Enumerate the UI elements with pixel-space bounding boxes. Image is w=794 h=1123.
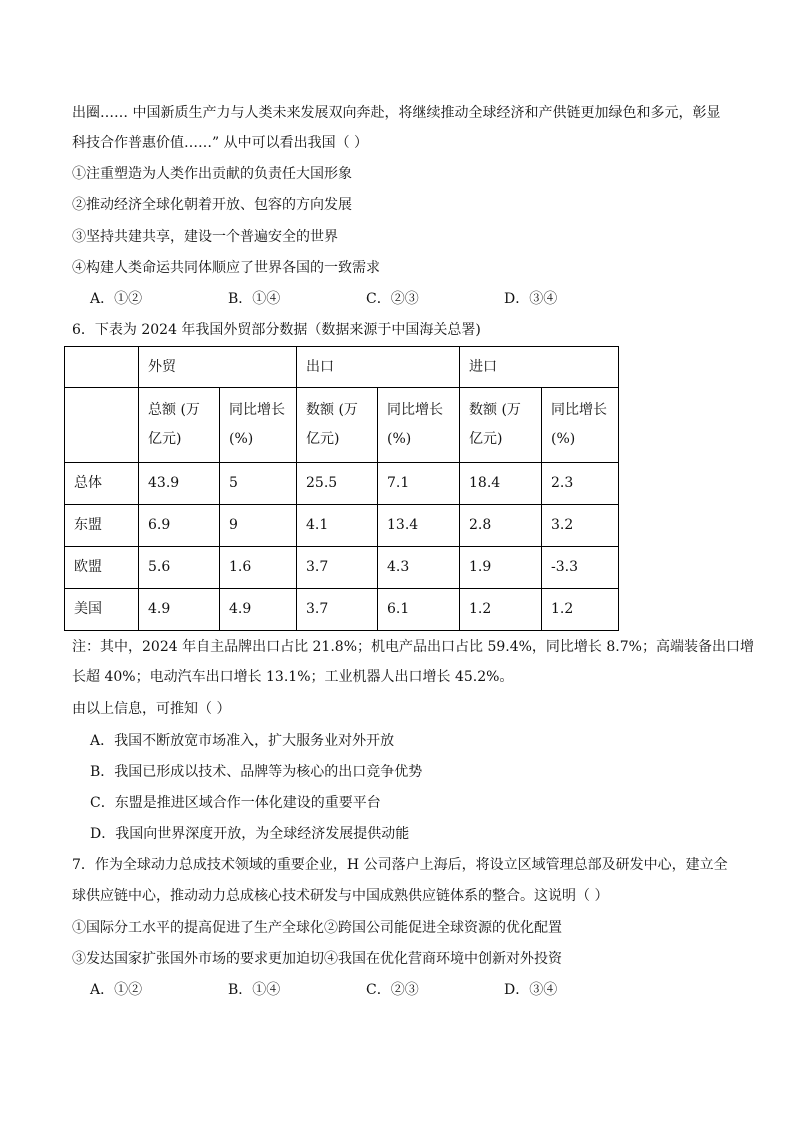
- q5-statement-4: ④构建人类命运共同体顺应了世界各国的一致需求: [72, 260, 380, 276]
- table-subheader-blank: [65, 388, 139, 463]
- table-cell: 1.9: [460, 547, 542, 589]
- q7-statements-line2: ③发达国家扩张国外市场的要求更加迫切④我国在优化营商环境中创新对外投资: [72, 951, 562, 967]
- table-cell: 5.6: [139, 547, 220, 589]
- group-header-export: 出口: [297, 347, 460, 388]
- q7-option-b[interactable]: B．①④: [228, 982, 281, 998]
- table-cell: 4.3: [378, 547, 460, 589]
- table-cell: 1.2: [460, 589, 542, 631]
- table-cell: 18.4: [460, 463, 542, 505]
- table-row: [65, 505, 619, 547]
- q6-prompt: 由以上信息，可推知（ ）: [72, 701, 231, 717]
- q6-choice-d[interactable]: D．我国向世界深度开放，为全球经济发展提供动能: [90, 826, 410, 842]
- table-cell: 3.7: [297, 589, 378, 631]
- q6-choice-a[interactable]: A．我国不断放宽市场准入，扩大服务业对外开放: [90, 733, 395, 749]
- q6-note-line1: 注：其中，2024 年自主品牌出口占比 21.8%；机电产品出口占比 59.4%，同比增长 8.7%；高端装备出口增: [72, 639, 754, 655]
- subheader-cell: 同比增长 (%): [220, 388, 297, 463]
- table-cell: 4.9: [139, 589, 220, 631]
- row-label: 东盟: [65, 505, 139, 547]
- q5-statement-2: ②推动经济全球化朝着开放、包容的方向发展: [72, 197, 352, 213]
- q7-text-line1: 7．作为全球动力总成技术领域的重要企业，H 公司落户上海后，将设立区域管理总部及研发中心，建立全: [72, 857, 728, 873]
- row-label: 美国: [65, 589, 139, 631]
- table-cell: 5: [220, 463, 297, 505]
- table-corner-cell: [65, 347, 139, 388]
- subheader-cell: 同比增长 (%): [378, 388, 460, 463]
- table-cell: 25.5: [297, 463, 378, 505]
- q5-text-line2: 科技合作普惠价值……” 从中可以看出我国（ ）: [72, 135, 369, 151]
- table-subheader-row: [65, 388, 619, 463]
- table-cell: 2.3: [542, 463, 619, 505]
- table-cell: 7.1: [378, 463, 460, 505]
- table-cell: 6.9: [139, 505, 220, 547]
- q7-text-line2: 球供应链中心，推动动力总成核心技术研发与中国成熟供应链体系的整合。这说明（ ）: [72, 888, 609, 904]
- q6-note-line2: 长超 40%；电动汽车出口增长 13.1%；工业机器人出口增长 45.2%。: [72, 669, 514, 685]
- table-cell: 43.9: [139, 463, 220, 505]
- table-cell: 1.2: [542, 589, 619, 631]
- q5-option-d[interactable]: D．③④: [504, 291, 558, 307]
- q7-option-c[interactable]: C．②③: [366, 982, 419, 998]
- table-row: [65, 463, 619, 505]
- table-cell: 9: [220, 505, 297, 547]
- table-cell: 13.4: [378, 505, 460, 547]
- q6-title: 6．下表为 2024 年我国外贸部分数据（数据来源于中国海关总署): [72, 322, 481, 338]
- table-cell: 1.6: [220, 547, 297, 589]
- subheader-cell: 总额 (万亿元): [139, 388, 220, 463]
- table-row: [65, 589, 619, 631]
- q6-choice-b[interactable]: B．我国已形成以技术、品牌等为核心的出口竞争优势: [90, 764, 423, 780]
- table-cell: 4.9: [220, 589, 297, 631]
- q7-statements-line1: ①国际分工水平的提高促进了生产全球化②跨国公司能促进全球资源的优化配置: [72, 920, 562, 936]
- table-cell: -3.3: [542, 547, 619, 589]
- q5-option-b[interactable]: B．①④: [228, 291, 281, 307]
- table-cell: 2.8: [460, 505, 542, 547]
- table-group-header-row: [65, 347, 619, 388]
- q7-option-a[interactable]: A．①②: [90, 982, 143, 998]
- q5-options: [90, 289, 642, 309]
- q7-option-d[interactable]: D．③④: [504, 982, 558, 998]
- q7-options: [90, 980, 642, 1000]
- q6-choice-c[interactable]: C．东盟是推进区域合作一体化建设的重要平台: [90, 795, 381, 811]
- subheader-cell: 数额 (万亿元): [460, 388, 542, 463]
- row-label: 欧盟: [65, 547, 139, 589]
- table-cell: 3.7: [297, 547, 378, 589]
- q5-statement-1: ①注重塑造为人类作出贡献的负责任大国形象: [72, 166, 352, 182]
- group-header-import: 进口: [460, 347, 619, 388]
- q5-option-c[interactable]: C．②③: [366, 291, 419, 307]
- q5-text-line1: 出圈…… 中国新质生产力与人类未来发展双向奔赴，将继续推动全球经济和产供链更加绿色和多元，彰显: [72, 105, 721, 121]
- subheader-cell: 数额 (万亿元): [297, 388, 378, 463]
- row-label: 总体: [65, 463, 139, 505]
- subheader-cell: 同比增长 (%): [542, 388, 619, 463]
- table-cell: 6.1: [378, 589, 460, 631]
- trade-table: [64, 346, 619, 631]
- q5-option-a[interactable]: A．①②: [90, 291, 143, 307]
- q5-statement-3: ③坚持共建共享，建设一个普遍安全的世界: [72, 229, 338, 245]
- table-row: [65, 547, 619, 589]
- group-header-trade: 外贸: [139, 347, 297, 388]
- table-cell: 4.1: [297, 505, 378, 547]
- table-cell: 3.2: [542, 505, 619, 547]
